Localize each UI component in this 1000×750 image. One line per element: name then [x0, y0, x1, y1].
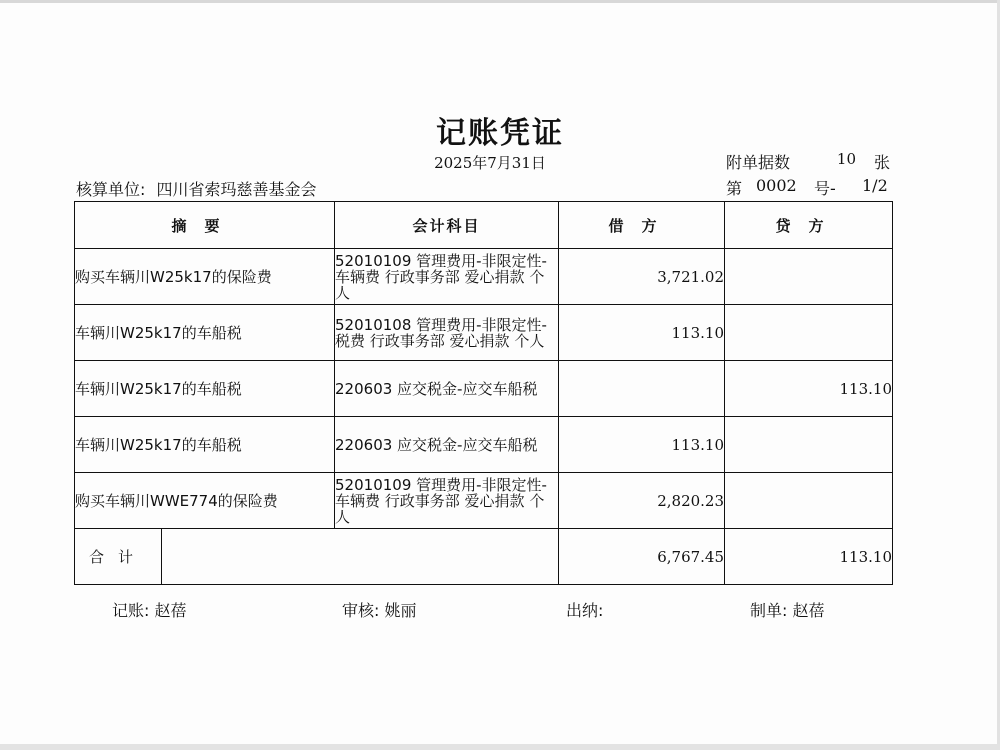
header-debit: 借方: [559, 202, 725, 249]
row-summary: 购买车辆川WWE774的保险费: [75, 473, 335, 529]
row-debit: 113.10: [559, 417, 725, 473]
signature-preparer: 制单: 赵蓓: [750, 601, 825, 620]
row-summary: 车辆川W25k17的车船税: [75, 305, 335, 361]
row-credit: 113.10: [725, 361, 893, 417]
header-credit: 贷方: [725, 202, 893, 249]
row-summary: 购买车辆川W25k17的保险费: [75, 249, 335, 305]
attachments-count: 10: [836, 150, 856, 168]
voucher-prefix: 第: [726, 179, 743, 198]
total-blank: [162, 529, 559, 585]
row-credit: [725, 305, 893, 361]
row-account: 52010109 管理费用-非限定性-车辆费 行政事务部 爱心捐款 个人: [335, 473, 559, 529]
row-credit: [725, 249, 893, 305]
accounting-unit: [76, 177, 317, 200]
total-credit: 113.10: [725, 529, 893, 585]
total-row: [75, 529, 893, 585]
signature-auditor: 审核: 姚丽: [342, 601, 417, 620]
row-summary: 车辆川W25k17的车船税: [75, 361, 335, 417]
table-header-row: [75, 202, 893, 249]
attachments-label: 附单据数: [726, 153, 791, 172]
table-row: [75, 417, 893, 473]
row-debit: 2,820.23: [559, 473, 725, 529]
table-row: [75, 473, 893, 529]
row-account: 220603 应交税金-应交车船税: [335, 417, 559, 473]
row-credit: [725, 417, 893, 473]
attachments-info: [726, 150, 891, 173]
row-debit: [559, 361, 725, 417]
document-title: 记账凭证: [436, 116, 564, 151]
voucher-date: 2025年7月31日: [434, 154, 546, 172]
scan-edge-bottom: [0, 744, 1000, 750]
signature-bookkeeper: 记账: 赵蓓: [112, 601, 187, 620]
row-debit: 113.10: [559, 305, 725, 361]
accounting-unit-name: 四川省索玛慈善基金会: [156, 180, 317, 199]
header-account: 会计科目: [335, 202, 559, 249]
row-credit: [725, 473, 893, 529]
voucher-no: 0002: [756, 176, 797, 195]
row-debit: 3,721.02: [559, 249, 725, 305]
row-account: 52010109 管理费用-非限定性-车辆费 行政事务部 爱心捐款 个人: [335, 249, 559, 305]
table-row: [75, 305, 893, 361]
attachments-unit: 张: [874, 153, 891, 172]
total-label: 合计: [75, 529, 162, 585]
voucher-page: 1/2: [862, 176, 888, 195]
table-row: [75, 361, 893, 417]
voucher-suffix: 号-: [814, 179, 836, 198]
total-debit: 6,767.45: [559, 529, 725, 585]
signature-cashier: 出纳:: [566, 601, 604, 620]
header-summary: 摘要: [75, 202, 335, 249]
row-account: 52010108 管理费用-非限定性-税费 行政事务部 爱心捐款 个人: [335, 305, 559, 361]
voucher-table: [74, 201, 893, 585]
table-row: [75, 249, 893, 305]
accounting-unit-label: 核算单位:: [76, 180, 146, 199]
row-account: 220603 应交税金-应交车船税: [335, 361, 559, 417]
row-summary: 车辆川W25k17的车船税: [75, 417, 335, 473]
scan-edge-top: [0, 0, 1000, 3]
